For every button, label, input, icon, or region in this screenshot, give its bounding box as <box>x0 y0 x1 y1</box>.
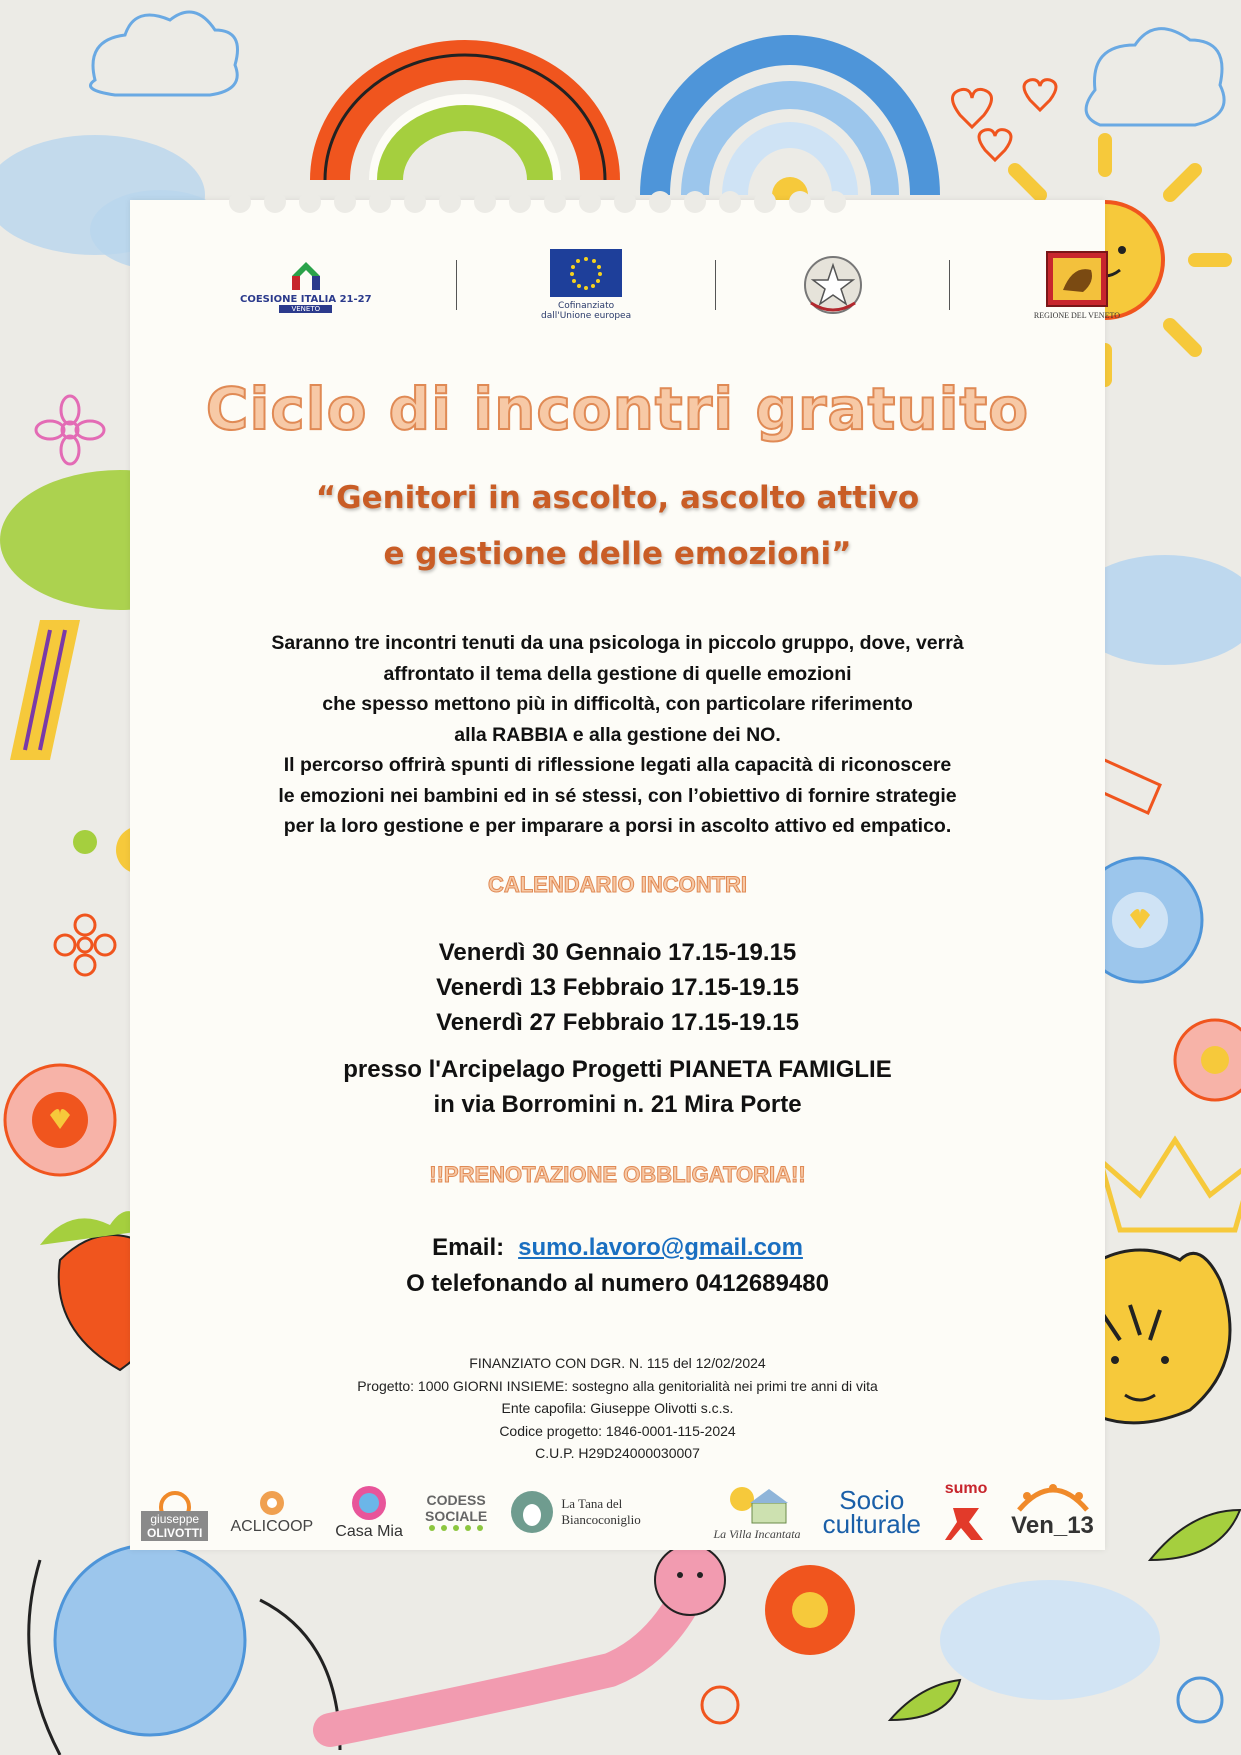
red-flower-icon <box>55 915 115 975</box>
casa-mia-label: Casa Mia <box>335 1523 403 1540</box>
regione-veneto-logo <box>1034 250 1120 320</box>
tana-biancoconiglio-logo <box>509 1489 691 1535</box>
ven13-label: Ven_13 <box>1011 1512 1094 1539</box>
email-row <box>130 1230 1105 1266</box>
ven13-logo <box>1011 1484 1094 1540</box>
funding-line: C.U.P. H29D24000030007 <box>535 1445 700 1461</box>
coesione-sub-label: VENETO <box>279 305 332 313</box>
coesione-label: COESIONE ITALIA 21-27 <box>240 293 372 305</box>
subtitle <box>130 470 1105 582</box>
codess-label-1: CODESS <box>426 1492 486 1508</box>
contact-info <box>130 1230 1105 1302</box>
pink-flower-icon <box>1175 1020 1241 1100</box>
crown-icon <box>1100 1140 1241 1230</box>
partner-logos-row <box>130 1472 1105 1552</box>
logo-divider <box>949 260 950 310</box>
casa-mia-logo <box>335 1483 403 1541</box>
description-line: affrontato il tema della gestione di quelle emozioni <box>383 662 852 685</box>
funding-line: FINANZIATO CON DGR. N. 115 del 12/02/2024 <box>469 1355 766 1371</box>
calendar-heading: CALENDARIO INCONTRI <box>487 872 748 897</box>
funding-line: Ente capofila: Giuseppe Olivotti s.c.s. <box>501 1400 734 1416</box>
coesione-arrow-icon <box>286 258 326 294</box>
description-line: alla RABBIA e alla gestione dei NO. <box>454 723 781 746</box>
worm-icon <box>330 1545 725 1730</box>
description-line: che spesso mettono più in difficoltà, con particolare riferimento <box>322 693 913 715</box>
email-label: Email: <box>432 1234 505 1261</box>
green-dot <box>73 830 97 854</box>
villa-label: La Villa Incantata <box>713 1526 801 1541</box>
subtitle-line-1: “Genitori in ascolto, ascolto attivo <box>315 480 920 516</box>
description-line: le emozioni nei bambini ed in sé stessi, con l’obiettivo di fornire strategie <box>278 784 957 807</box>
sumo-label: sumo <box>944 1480 988 1497</box>
leaf-icon <box>1150 1510 1240 1560</box>
socio-label-1: Socio <box>839 1485 905 1515</box>
subtitle-line-2: e gestione delle emozioni” <box>383 536 852 572</box>
tana-label: La Tana del Biancoconiglio <box>561 1496 641 1527</box>
lion-emblem-icon <box>1045 250 1109 308</box>
eu-label-line2: dall'Unione europea <box>540 311 632 321</box>
star-emblem-icon <box>801 253 865 317</box>
location <box>130 1052 1105 1122</box>
olivotti-sun-icon <box>155 1483 195 1511</box>
codess-logo <box>425 1492 487 1532</box>
location-line-2: in via Borromini n. 21 Mira Porte <box>433 1091 802 1118</box>
coesione-italia-logo <box>240 258 372 313</box>
cloud-outline-icon <box>1086 29 1224 125</box>
leaf-icon <box>890 1680 960 1720</box>
description-line: Saranno tre incontri tenuti da una psicologa in piccolo gruppo, dove, verrà <box>271 632 964 654</box>
funding-logos-row <box>240 240 1120 330</box>
description-line: Il percorso offrirà spunti di riflessione legati alla capacità di riconoscere <box>283 754 952 776</box>
calendar-dates <box>130 935 1105 1040</box>
description-paragraph <box>170 628 1065 842</box>
red-flower-icon <box>765 1565 855 1655</box>
codess-dots-icon <box>426 1524 486 1532</box>
casa-mia-icon <box>349 1483 389 1523</box>
heart-icon <box>979 130 1011 160</box>
logo-divider <box>456 260 457 310</box>
repubblica-italiana-emblem <box>801 253 865 317</box>
booking-required-notice: !!PRENOTAZIONE OBBLIGATORIA!! <box>429 1162 806 1187</box>
elephant-icon <box>29 1545 340 1755</box>
eu-label-line1: Cofinanziato <box>557 301 615 311</box>
olivotti-label-2: OLIVOTTI <box>147 1526 203 1540</box>
sumo-figure-icon <box>943 1498 989 1544</box>
codess-label-2: SOCIALE <box>424 1508 488 1524</box>
phone-line: O telefonando al numero 0412689480 <box>406 1270 829 1297</box>
eu-flag-icon <box>550 249 622 297</box>
punched-holes <box>130 188 1105 218</box>
funding-info <box>130 1352 1105 1465</box>
funding-line: Progetto: 1000 GIORNI INSIEME: sostegno alla genitorialità nei primi tre anni di vita <box>357 1377 878 1394</box>
blue-scribble-cloud <box>940 1580 1160 1700</box>
eu-logo <box>541 249 631 321</box>
red-flower-icon <box>5 1065 115 1175</box>
email-link[interactable]: sumo.lavoro@gmail.com <box>518 1234 803 1261</box>
date-item: Venerdì 13 Febbraio 17.15-19.15 <box>436 974 799 1001</box>
olivotti-label-1: giuseppe <box>150 1512 200 1526</box>
page-title: Ciclo di incontri gratuito <box>205 375 1030 443</box>
villa-incantata-logo <box>713 1483 800 1542</box>
date-item: Venerdì 30 Gennaio 17.15-19.15 <box>438 939 797 966</box>
pink-flower-icon <box>36 396 104 464</box>
aclicoop-logo <box>231 1488 314 1536</box>
socio-culturale-logo <box>822 1485 921 1539</box>
olivotti-logo <box>141 1483 208 1541</box>
location-line-1: presso l'Arcipelago Progetti PIANETA FAMIGLIE <box>343 1056 892 1083</box>
logo-divider <box>715 260 716 310</box>
flyer-paper <box>130 200 1120 1550</box>
aclicoop-label: ACLICOOP <box>230 1518 314 1535</box>
aclicoop-icon <box>257 1488 287 1518</box>
date-item: Venerdì 27 Febbraio 17.15-19.15 <box>436 1009 799 1036</box>
villa-house-icon <box>722 1483 792 1527</box>
sumo-logo <box>943 1480 989 1544</box>
socio-label-2: culturale <box>822 1509 921 1539</box>
heart-icon <box>1024 80 1056 110</box>
cloud-outline-icon <box>91 12 238 95</box>
heart-icon <box>953 89 992 127</box>
rabbit-icon <box>509 1489 555 1535</box>
ven13-arch-icon <box>1013 1484 1093 1512</box>
orange-rainbow-icon <box>325 55 605 180</box>
regione-label: REGIONE DEL VENETO <box>1033 311 1120 320</box>
description-line: per la loro gestione e per imparare a porsi in ascolto attivo ed empatico. <box>283 815 952 837</box>
funding-line: Codice progetto: 1846-0001-115-2024 <box>499 1422 736 1439</box>
